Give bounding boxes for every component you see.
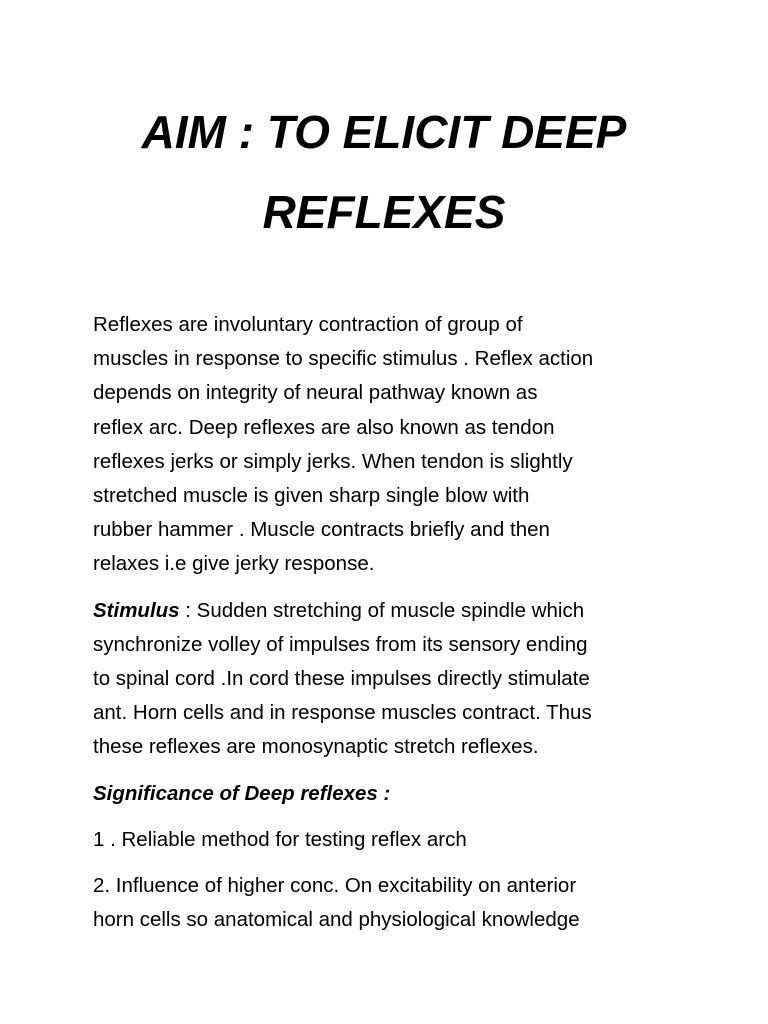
page-title [0,92,768,252]
stimulus-first-line-text: : Sudden stretching of muscle spindle which [179,598,585,622]
stimulus-line: ant. Horn cells and in response muscles contract. Thus [93,701,592,725]
stimulus-line [93,594,693,628]
point-2 [93,869,693,937]
intro-line: rubber hammer . Muscle contracts briefly and then [93,518,550,542]
title-line-2: REFLEXES [262,186,506,238]
significance-heading [93,777,693,811]
significance-heading-text: Significance of Deep reflexes : [93,781,391,805]
intro-paragraph [93,308,693,582]
stimulus-line: synchronize volley of impulses from its sensory ending [93,632,588,656]
point-2-line: 2. Influence of higher conc. On excitability on anterior [93,874,577,898]
stimulus-line: these reflexes are monosynaptic stretch reflexes. [93,735,539,759]
intro-line: reflexes jerks or simply jerks. When tendon is slightly [93,449,573,473]
point-1-text: 1 . Reliable method for testing reflex arch [93,827,467,851]
document-body [93,308,693,949]
title-line-1: AIM : TO ELICIT DEEP [141,106,627,158]
point-2-line: horn cells so anatomical and physiological knowledge [93,908,580,932]
point-1 [93,823,693,857]
intro-line: muscles in response to specific stimulus . Reflex action [93,347,594,371]
stimulus-paragraph [93,594,693,765]
intro-line: depends on integrity of neural pathway known as [93,381,538,405]
intro-line: stretched muscle is given sharp single blow with [93,484,530,508]
intro-line: Reflexes are involuntary contraction of group of [93,313,523,336]
stimulus-label: Stimulus [93,598,180,622]
intro-line: relaxes i.e give jerky response. [93,552,375,576]
intro-line: reflex arc. Deep reflexes are also known as tendon [93,415,555,439]
stimulus-line: to spinal cord .In cord these impulses directly stimulate [93,667,590,691]
